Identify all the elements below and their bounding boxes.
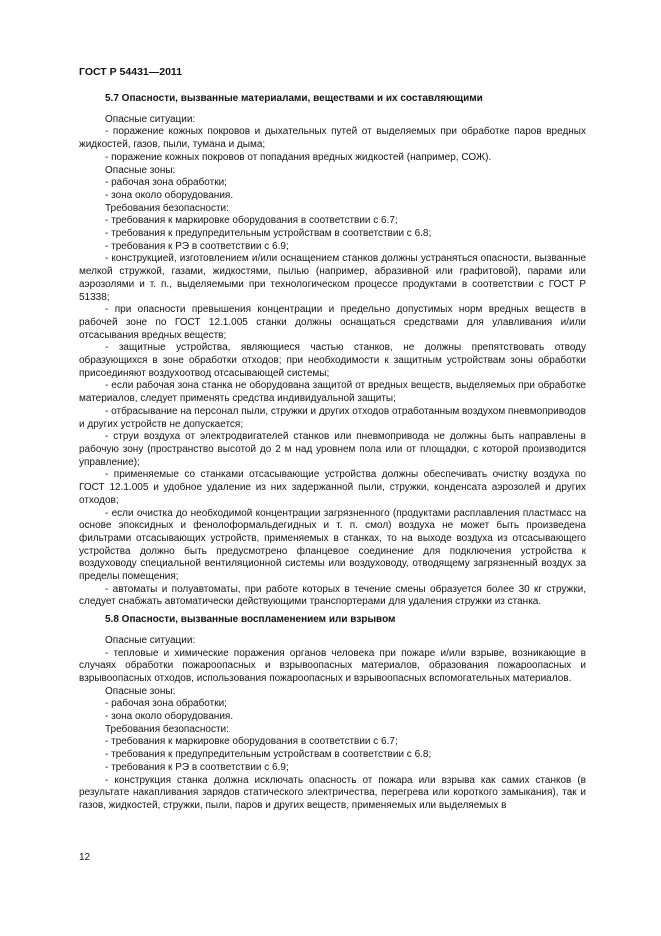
list-item: - требования к предупредительным устройствам в соответствии с 6.8; (105, 228, 432, 240)
requirements-label: Требования безопасности: (105, 202, 229, 214)
situations-label: Опасные ситуации: (105, 113, 196, 125)
list-item: - применяемые со станками отсасывающие устройства должны обеспечивать очистку воздуха по ГОСТ 12.1.005 и удобное удаление из них задержанной пыли, стружки, конденсата аэрозолей и других отходов; (79, 469, 586, 506)
list-item: - конструкцией, изготовлением и/или оснащением станков должны устраняться опасности, вызванные мелкой стружкой, газами, жидкостями, пылью (например, абразивной или графитовой), парами или аэрозолями и т. п., выделяемыми при технологическом процессе продуктами в соответствии с ГОСТ Р 51338; (79, 253, 586, 303)
list-item: - требования к маркировке оборудования в соответствии с 6.7; (105, 736, 398, 748)
list-item: - рабочая зона обработки; (105, 698, 227, 710)
list-item: - конструкция станка должна исключать опасность от пожара или взрыва как самих станков (в результате накапливания зарядов статического электричества, перегрева или короткого замыкания), так и газов, жидкостей, стружки, пыли, паров и других веществ, применяемых или выделяемых в (79, 774, 586, 811)
list-item: - поражение кожных покровов и дыхательных путей от выделяемых при обработке паров вредных жидкостей, газов, пыли, тумана и дыма; (79, 126, 586, 151)
requirements-label: Требования безопасности: (105, 723, 229, 735)
document-header: ГОСТ Р 54431—2011 (79, 66, 183, 78)
list-item: - зона около оборудования. (105, 711, 234, 723)
list-item: - требования к маркировке оборудования в соответствии с 6.7; (105, 215, 398, 227)
list-item: - зона около оборудования. (105, 189, 234, 201)
list-item: - требования к РЭ в соответствии с 6.9; (105, 240, 289, 252)
zones-label: Опасные зоны: (105, 164, 176, 176)
list-item: - отбрасывание на персонал пыли, стружки и других отходов отработанным воздухом пневмоприводов и других устройств не допускается; (79, 405, 586, 430)
section-5-7-title: 5.7 Опасности, вызванные материалами, веществами и их составляющими (105, 93, 483, 104)
list-item: - автоматы и полуавтоматы, при работе которых в течение смены образуется более 30 кг стружки, следует снабжать автоматически действующими транспортерами для удаления стружки из станка. (79, 583, 586, 608)
situations-label: Опасные ситуации: (105, 634, 196, 646)
section-5-8-title: 5.8 Опасности, вызванные воспламенением или взрывом (105, 614, 396, 626)
list-item: - при опасности превышения концентрации и предельно допустимых норм вредных веществ в рабочей зоне по ГОСТ 12.1.005 станки должны оснащаться средствами для улавливания и/или отсасывания вредных веществ; (79, 304, 586, 341)
list-item: - если очистка до необходимой концентрации загрязненного (продуктами расплавления пластмасс на основе эпоксидных и фенолоформальдегидных и т. п. смол) воздуха не может быть произведена фильтрами отсасывающих устройств, применяемых в станках, то на выходе воздуха из отсасывающего устройства должно быть предусмотрено фланцевое соединение для подключения устройства к воздуховоду специальной вентиляционной системы или воздуховоду, отводящему загрязненный воздух за пределы помещения; (79, 507, 586, 583)
list-item: - тепловые и химические поражения органов человека при пожаре и/или взрыве, возникающие в случаях обработки пожароопасных и взрывоопасных материалов, образования пожароопасных и взрывоопасных отходов, использования пожароопасных и взрывоопасных вспомогательных материалов. (79, 647, 586, 684)
page-number: 12 (79, 852, 91, 863)
list-item: - поражение кожных покровов от попадания вредных жидкостей (например, СОЖ). (105, 151, 492, 163)
list-item: - требования к предупредительным устройствам в соответствии с 6.8; (105, 749, 432, 761)
zones-label: Опасные зоны: (105, 685, 176, 697)
list-item: - требования к РЭ в соответствии с 6.9; (105, 761, 289, 773)
list-item: - струи воздуха от электродвигателей станков или пневмопривода не должны быть направлены в рабочую зону (пространство высотой до 2 м над уровнем пола или от площадки, с которой производится управление); (79, 431, 586, 468)
list-item: - защитные устройства, являющиеся частью станков, не должны препятствовать отводу образующихся в зоне обработки отходов; при необходимости к защитным устройствам зоны обработки присоединяют воздухоотвод отсасывающей системы; (79, 342, 586, 379)
list-item: - если рабочая зона станка не оборудована защитой от вредных веществ, выделяемых при обработке материалов, следует применять средства индивидуальной защиты; (79, 380, 586, 405)
list-item: - рабочая зона обработки; (105, 177, 227, 189)
page-content (79, 93, 586, 813)
